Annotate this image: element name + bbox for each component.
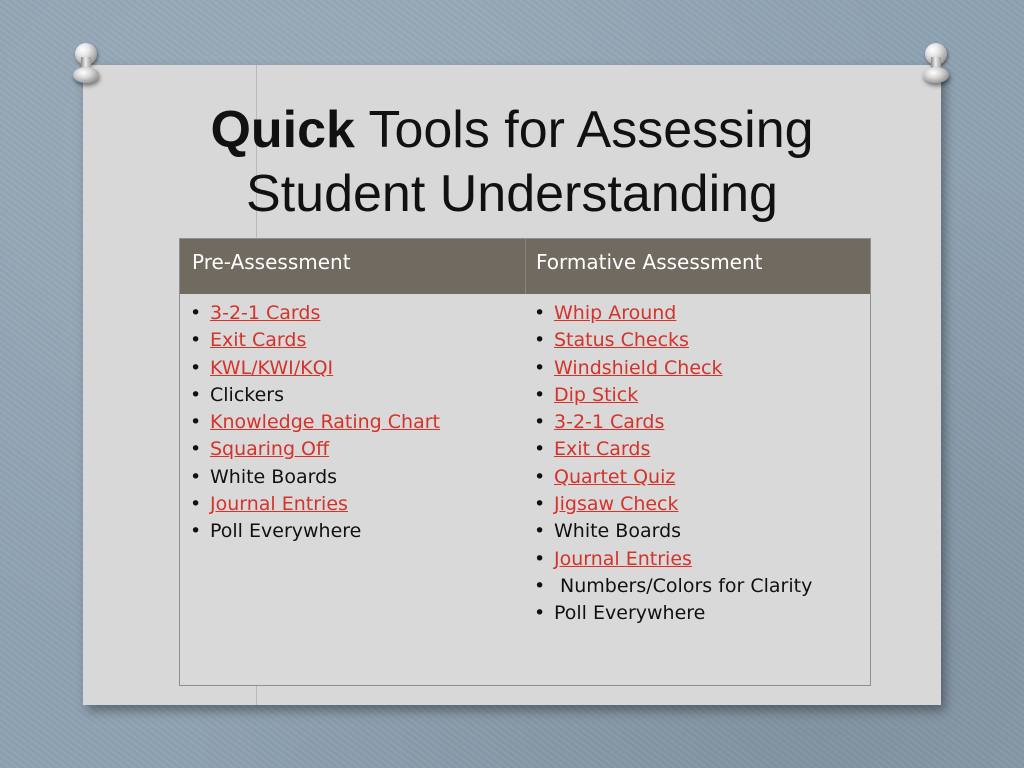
- assessment-table: [179, 238, 871, 686]
- item-link[interactable]: Knowledge Rating Chart: [210, 411, 440, 434]
- header-pre-assessment: Pre-Assessment: [192, 250, 351, 274]
- list-item: [534, 327, 812, 354]
- bullet-icon: •: [534, 411, 546, 434]
- list-item: [190, 355, 440, 382]
- item-link[interactable]: Journal Entries: [554, 547, 692, 570]
- table-body: [180, 294, 870, 685]
- item-link[interactable]: Windshield Check: [554, 356, 723, 379]
- item-link[interactable]: Dip Stick: [554, 383, 639, 406]
- pushpin-icon: [921, 43, 951, 85]
- list-item: [534, 464, 812, 491]
- pre-assessment-list: [190, 300, 440, 546]
- item-text: Numbers/Colors for Clarity: [554, 574, 813, 597]
- slide-title-line-2: Student Understanding: [246, 165, 778, 223]
- list-item: [534, 409, 812, 436]
- list-item: [534, 546, 812, 573]
- bullet-icon: •: [190, 356, 202, 379]
- bullet-icon: •: [190, 302, 202, 324]
- bullet-icon: •: [534, 302, 546, 324]
- bullet-icon: •: [534, 383, 546, 406]
- item-link[interactable]: Journal Entries: [210, 493, 348, 516]
- item-text: Poll Everywhere: [210, 520, 362, 543]
- pushpin-icon: [71, 43, 101, 85]
- slide-title: [83, 98, 941, 226]
- list-item: [534, 491, 812, 518]
- list-item: [190, 436, 440, 463]
- list-item: [190, 382, 440, 409]
- formative-assessment-list: [534, 300, 812, 628]
- item-text: Poll Everywhere: [554, 602, 706, 625]
- slide-title-bold: Quick: [210, 101, 355, 159]
- header-divider: [525, 239, 526, 294]
- bullet-icon: •: [534, 438, 546, 461]
- item-link[interactable]: 3-2-1 Cards: [210, 302, 321, 324]
- bullet-icon: •: [190, 493, 202, 516]
- bullet-icon: •: [190, 465, 202, 488]
- list-item: [534, 600, 812, 627]
- bullet-icon: •: [534, 520, 546, 543]
- header-formative-assessment: Formative Assessment: [536, 250, 763, 274]
- table-header-row: [180, 239, 870, 294]
- bullet-icon: •: [534, 493, 546, 516]
- list-item: [190, 464, 440, 491]
- bullet-icon: •: [534, 465, 546, 488]
- list-item: [190, 327, 440, 354]
- item-text: Clickers: [210, 383, 284, 406]
- bullet-icon: •: [534, 602, 546, 625]
- item-link[interactable]: Jigsaw Check: [554, 493, 679, 516]
- item-text: White Boards: [554, 520, 682, 543]
- bullet-icon: •: [190, 438, 202, 461]
- list-item: [190, 409, 440, 436]
- list-item: [190, 300, 440, 327]
- bullet-icon: •: [534, 329, 546, 352]
- bullet-icon: •: [190, 411, 202, 434]
- list-item: [190, 491, 440, 518]
- item-link[interactable]: Exit Cards: [210, 329, 307, 352]
- list-item: [190, 518, 440, 545]
- list-item: [534, 300, 812, 327]
- list-item: [534, 382, 812, 409]
- list-item: [534, 573, 812, 600]
- bullet-icon: •: [534, 574, 546, 597]
- item-link[interactable]: Squaring Off: [210, 438, 330, 461]
- bullet-icon: •: [190, 329, 202, 352]
- item-link[interactable]: 3-2-1 Cards: [554, 411, 665, 434]
- list-item: [534, 436, 812, 463]
- item-link[interactable]: Whip Around: [554, 302, 677, 324]
- bullet-icon: •: [190, 383, 202, 406]
- slide-title-line-1: [83, 98, 941, 162]
- item-link[interactable]: KWL/KWI/KQI: [210, 356, 334, 379]
- list-item: [534, 355, 812, 382]
- list-item: [534, 518, 812, 545]
- item-link[interactable]: Exit Cards: [554, 438, 651, 461]
- bullet-icon: •: [534, 547, 546, 570]
- slide-title-rest: Tools for Assessing: [354, 101, 814, 159]
- item-link[interactable]: Quartet Quiz: [554, 465, 676, 488]
- item-text: White Boards: [210, 465, 338, 488]
- item-link[interactable]: Status Checks: [554, 329, 689, 352]
- bullet-icon: •: [534, 356, 546, 379]
- bullet-icon: •: [190, 520, 202, 543]
